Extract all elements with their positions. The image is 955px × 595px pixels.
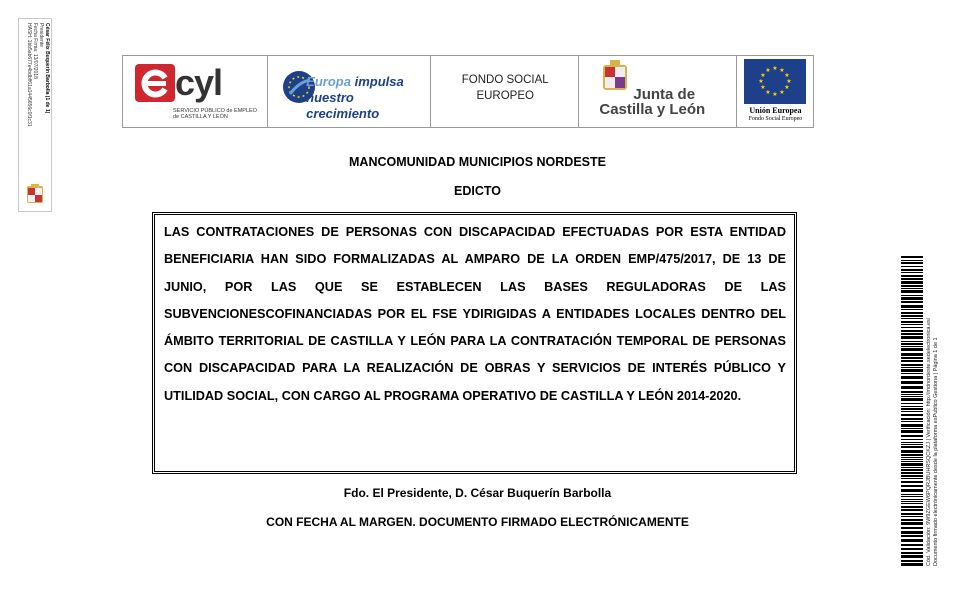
signature-stamp [18, 18, 52, 212]
junta-text [599, 87, 705, 117]
barcode-bar [901, 275, 923, 277]
barcode-bar [901, 301, 923, 303]
barcode-bar [901, 327, 923, 328]
barcode-bar [901, 501, 923, 502]
stamp-date: Fecha Firma: 13/07/2018 [32, 23, 38, 79]
barcode-bar [901, 343, 923, 345]
barcode-bar [901, 519, 923, 521]
barcode-bar [901, 475, 923, 477]
edict-box [152, 212, 797, 474]
barcode-bar [901, 309, 923, 310]
barcode-bar [901, 535, 923, 537]
barcode-bar [901, 406, 923, 407]
barcode-bar [901, 469, 923, 471]
svg-text:★: ★ [784, 72, 791, 79]
ecyl-subtitle [173, 108, 257, 120]
impulsa-word: impulsa [354, 74, 404, 89]
svg-text:★: ★ [765, 67, 772, 74]
barcode-bar [901, 527, 923, 529]
junta-cyl-logo [579, 56, 737, 127]
ue-logo [737, 56, 813, 127]
barcode-bar [901, 336, 923, 339]
europa-impulsa-logo [268, 56, 431, 127]
document-type: EDICTO [454, 184, 501, 198]
verification-line2: Documento firmado electrónicamente desde la plataforma esPublico Gestiona | Página 1 de 1 [932, 337, 939, 566]
barcode-bar [901, 563, 923, 566]
barcode-bar [901, 315, 923, 317]
barcode-bar [901, 262, 923, 264]
barcode-bar [901, 459, 923, 460]
barcode-bar [901, 305, 923, 308]
barcode-bar [901, 398, 923, 401]
fse-cell [431, 56, 579, 127]
barcode-bar [901, 318, 923, 319]
barcode-bar [901, 408, 923, 410]
barcode-bar [901, 544, 923, 546]
logo-header [122, 55, 814, 128]
fse-line1: FONDO SOCIAL [461, 74, 549, 86]
ue-caption [737, 106, 813, 123]
barcode-bar [901, 444, 923, 445]
barcode-bar [901, 364, 923, 366]
barcode-bar [901, 494, 923, 495]
barcode-bar [901, 513, 923, 515]
stamp-hash: HASH: 1bb5ab677e4bdbff61a1445656c0f1c31 [26, 23, 32, 127]
barcode-bar [901, 503, 923, 504]
barcode-bar [901, 411, 923, 412]
svg-text:★: ★ [765, 89, 772, 96]
barcode-bar [901, 499, 923, 500]
barcode-bar [901, 548, 923, 550]
barcode-bar [901, 552, 923, 554]
fse-text [431, 72, 579, 104]
europa-word: Europa [306, 74, 351, 89]
barcode-bar [901, 396, 923, 397]
barcode-bar [901, 260, 923, 261]
svg-text:★: ★ [772, 91, 779, 98]
barcode-bar [901, 403, 923, 404]
svg-text:★: ★ [779, 67, 786, 74]
barcode-bar [901, 421, 923, 422]
barcode-bar [901, 555, 923, 558]
barcode-bar [901, 489, 923, 492]
barcode-bar [901, 467, 923, 468]
barcode-bar [901, 297, 923, 300]
barcode-bar [901, 454, 923, 456]
barcode-bar [901, 481, 923, 483]
barcode-bar [901, 256, 923, 258]
ue-line2: Fondo Social Europeo [748, 116, 803, 122]
barcode-bar [901, 516, 923, 517]
barcode-bar [901, 348, 923, 351]
ecyl-wordmark: cyl [175, 62, 223, 103]
barcode-bar [901, 373, 923, 374]
barcode-bar [901, 539, 923, 542]
svg-text:★: ★ [772, 65, 779, 72]
barcode-bar [901, 367, 923, 368]
barcode [901, 256, 923, 566]
svg-text:★: ★ [760, 72, 767, 79]
crecimiento-line: nuestro crecimiento [306, 90, 380, 121]
junta-line1: Junta de [633, 86, 696, 103]
barcode-bar [901, 321, 923, 323]
barcode-bar [901, 506, 923, 508]
europa-impulsa-text [306, 74, 430, 122]
barcode-bar [901, 485, 923, 487]
barcode-bar [901, 386, 923, 389]
barcode-bar [901, 478, 923, 479]
entity-title: MANCOMUNIDAD MUNICIPIOS NORDESTE [349, 155, 606, 169]
barcode-bar [901, 430, 923, 433]
barcode-bar [901, 424, 923, 427]
barcode-bar [901, 461, 923, 462]
verification-line1: Cód. Validación: 9W9ZGEW6PQRJBUHRSQCKZJ | Verificación: http://mdnordeste.sedelectronica.es/ [926, 317, 932, 566]
barcode-bar [901, 428, 923, 429]
electronic-signature-note: CON FECHA AL MARGEN. DOCUMENTO FIRMADO ELECTRÓNICAMENTE [266, 515, 689, 529]
barcode-bar [901, 272, 923, 273]
barcode-bar [901, 324, 923, 325]
ue-line1: Unión Europea [749, 106, 802, 115]
barcode-bar [901, 435, 923, 437]
barcode-bar [901, 285, 923, 287]
barcode-bar [901, 509, 923, 511]
barcode-bar [901, 531, 923, 534]
barcode-bar [901, 418, 923, 420]
eu-flag-icon [744, 59, 806, 104]
barcode-bar [901, 394, 923, 395]
svg-text:★: ★ [758, 78, 765, 85]
barcode-bar [901, 312, 923, 314]
barcode-bar [901, 281, 923, 284]
barcode-bar [901, 560, 923, 562]
svg-text:★: ★ [760, 84, 767, 91]
barcode-bar [901, 290, 923, 293]
stamp-role: Presidente [38, 23, 44, 47]
ecyl-sub-line2: de CASTILLA Y LEÓN [173, 114, 228, 120]
barcode-bar [901, 381, 923, 384]
barcode-bar [901, 414, 923, 416]
barcode-bar [901, 391, 923, 393]
barcode-bar [901, 330, 923, 332]
barcode-bar [901, 278, 923, 280]
barcode-bar [901, 295, 923, 296]
barcode-bar [901, 496, 923, 497]
fse-line2: EUROPEO [476, 90, 534, 102]
ecyl-e-icon [135, 64, 175, 102]
barcode-bar [901, 360, 923, 362]
barcode-bar [901, 463, 923, 466]
signature-line: Fdo. El Presidente, D. César Buquerín Barbolla [343, 486, 612, 500]
barcode-bar [901, 333, 923, 335]
barcode-bar [901, 353, 923, 356]
barcode-bar [901, 288, 923, 289]
barcode-bar [901, 266, 923, 267]
barcode-bar [901, 446, 923, 448]
barcode-bar [901, 357, 923, 359]
stamp-signer: César Félix Buquerín Barbolla (1 de 1) [44, 23, 50, 114]
svg-text:★: ★ [786, 78, 793, 85]
barcode-bar [901, 269, 923, 271]
edict-body: LAS CONTRATACIONES DE PERSONAS CON DISCAPACIDAD EFECTUADAS POR ESTA ENTIDAD BENEFICIARIA HAN SIDO FORMALIZADAS AL AMPARO DE LA ORDEN EMP/475/2017, DE 13 DE JUNIO, POR LAS QUE SE ESTABLECEN LAS BASES REGULADORAS DE LAS SUBVENCIONESCOFINANCIADAS POR EL FSE YDIRIGIDAS A ENTIDADES LOCALES DENTRO DEL ÁMBITO TERRITORIAL DE CASTILLA Y LEÓN PARA LA CONTRATACIÓN TEMPORAL DE PERSONAS CON DISCAPACIDAD PARA LA REALIZACIÓN DE OBRAS Y SERVICIOS DE INTERÉS PÚBLICO Y UTILIDAD SOCIAL, CON CARGO AL PROGRAMA OPERATIVO DE CASTILLA Y LEÓN 2014-2020. [164, 225, 786, 403]
barcode-bar [901, 439, 923, 440]
ecyl-sub-line1: SERVICIO PÚBLICO de EMPLEO [173, 108, 257, 114]
barcode-bar [901, 442, 923, 443]
junta-line2: Castilla y León [599, 101, 706, 118]
svg-text:★: ★ [779, 89, 786, 96]
ecyl-logo [123, 56, 268, 127]
barcode-bar [901, 450, 923, 453]
barcode-bar [901, 369, 923, 372]
barcode-bar [901, 376, 923, 379]
barcode-bar [901, 346, 923, 347]
verification-text [926, 260, 950, 566]
barcode-bar [901, 341, 923, 342]
svg-text:★: ★ [784, 84, 791, 91]
barcode-bar [901, 457, 923, 458]
barcode-bar [901, 472, 923, 474]
barcode-bar [901, 522, 923, 525]
